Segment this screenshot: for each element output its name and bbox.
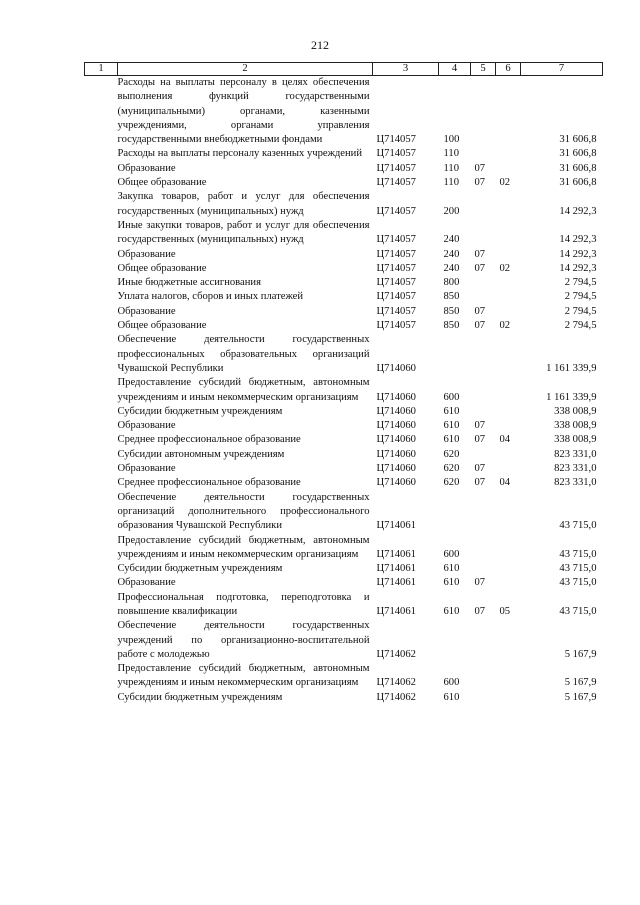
row-amount: 5 167,9 xyxy=(564,677,597,689)
subsection-code xyxy=(496,76,521,148)
empty xyxy=(85,491,118,534)
row-amount: 43 715,0 xyxy=(559,548,597,560)
column-header: 5 xyxy=(471,63,496,76)
section-code xyxy=(471,219,496,248)
empty xyxy=(85,476,118,490)
expense-group: 610 xyxy=(443,691,460,703)
row-name: Субсидии автономным учреждениям xyxy=(117,448,285,460)
table-row xyxy=(85,276,603,290)
column-header: 2 xyxy=(118,63,373,76)
empty xyxy=(85,333,118,376)
section-code: 07 xyxy=(474,577,486,589)
row-amount: 43 715,0 xyxy=(559,605,597,617)
expense-group: 100 xyxy=(443,134,460,146)
section-code: 07 xyxy=(474,305,486,317)
empty xyxy=(85,176,118,190)
row-name: Образование xyxy=(117,305,176,317)
table-row xyxy=(85,419,603,433)
subsection-code xyxy=(496,691,521,705)
target-code: Ц714057 xyxy=(376,148,416,160)
row-name: Образование xyxy=(117,463,176,475)
subsection-code xyxy=(496,448,521,462)
table-row xyxy=(85,534,603,563)
row-name: Предоставление субсидий бюджетным, автономным учреждениям и иным некоммерческим организациям xyxy=(117,534,370,560)
target-code: Ц714061 xyxy=(376,563,416,575)
section-code xyxy=(471,619,496,662)
subsection-code: 02 xyxy=(499,320,511,332)
target-code: Ц714062 xyxy=(376,648,416,660)
row-amount: 31 606,8 xyxy=(559,148,597,160)
target-code: Ц714057 xyxy=(376,177,416,189)
section-code xyxy=(471,405,496,419)
subsection-code xyxy=(496,462,521,476)
target-code: Ц714060 xyxy=(376,463,416,475)
row-name: Субсидии бюджетным учреждениям xyxy=(117,691,283,703)
empty xyxy=(85,305,118,319)
target-code: Ц714057 xyxy=(376,234,416,246)
subsection-code xyxy=(496,147,521,161)
target-code: Ц714061 xyxy=(376,548,416,560)
table-row xyxy=(85,591,603,620)
section-code: 07 xyxy=(474,477,486,489)
table-row xyxy=(85,190,603,219)
empty xyxy=(85,691,118,705)
row-name: Расходы на выплаты персоналу в целях обеспечения выполнения функций государственными (муниципальными) органами, казенными учреждениями, органами управления государственными внебюджетными фондами xyxy=(117,77,370,146)
subsection-code: 04 xyxy=(499,477,511,489)
expense-group: 850 xyxy=(443,291,460,303)
target-code: Ц714060 xyxy=(376,420,416,432)
section-code xyxy=(471,76,496,148)
row-amount: 2 794,5 xyxy=(564,305,597,317)
target-code: Ц714062 xyxy=(376,677,416,689)
table-row xyxy=(85,176,603,190)
row-amount: 338 008,9 xyxy=(554,405,597,417)
section-code xyxy=(471,691,496,705)
expense-group: 240 xyxy=(443,248,460,260)
row-name: Среднее профессиональное образование xyxy=(117,477,301,489)
row-name: Уплата налогов, сборов и иных платежей xyxy=(117,291,304,303)
subsection-code xyxy=(496,290,521,304)
empty xyxy=(85,462,118,476)
target-code: Ц714057 xyxy=(376,162,416,174)
target-code: Ц714057 xyxy=(376,320,416,332)
row-amount: 14 292,3 xyxy=(559,234,597,246)
target-code: Ц714057 xyxy=(376,262,416,274)
section-code: 07 xyxy=(474,434,486,446)
target-code: Ц714060 xyxy=(376,362,416,374)
row-name: Расходы на выплаты персоналу казенных учреждений xyxy=(117,148,362,160)
expense-group: 610 xyxy=(443,434,460,446)
empty xyxy=(85,147,118,161)
table-row xyxy=(85,319,603,333)
empty xyxy=(85,419,118,433)
empty xyxy=(85,662,118,691)
empty xyxy=(85,219,118,248)
empty xyxy=(85,76,118,148)
expense-group: 600 xyxy=(443,391,460,403)
empty xyxy=(85,248,118,262)
empty xyxy=(85,448,118,462)
table-row xyxy=(85,76,603,148)
row-amount: 823 331,0 xyxy=(554,448,597,460)
section-code: 07 xyxy=(474,605,486,617)
table-row xyxy=(85,576,603,590)
subsection-code: 04 xyxy=(499,434,511,446)
table-row xyxy=(85,662,603,691)
row-amount: 338 008,9 xyxy=(554,434,597,446)
target-code: Ц714057 xyxy=(376,305,416,317)
target-code: Ц714060 xyxy=(376,405,416,417)
table-row xyxy=(85,219,603,248)
row-name: Профессиональная подготовка, переподготовка и повышение квалификации xyxy=(117,591,370,617)
table-row xyxy=(85,448,603,462)
empty xyxy=(85,405,118,419)
row-name: Обеспечение деятельности государственных учреждений по организационно-воспитательной работе с молодежью xyxy=(117,620,370,660)
section-code xyxy=(471,534,496,563)
row-amount: 43 715,0 xyxy=(559,520,597,532)
row-amount: 5 167,9 xyxy=(564,691,597,703)
row-name: Иные закупки товаров, работ и услуг для обеспечения государственных (муниципальных) нужд xyxy=(117,219,370,246)
expense-group: 600 xyxy=(443,548,460,560)
column-header: 1 xyxy=(85,63,118,76)
subsection-code: 02 xyxy=(499,177,511,189)
subsection-code xyxy=(496,662,521,691)
subsection-code: 02 xyxy=(499,262,511,274)
budget-table xyxy=(84,62,603,705)
target-code: Ц714060 xyxy=(376,434,416,446)
table-row xyxy=(85,405,603,419)
expense-group xyxy=(439,619,471,662)
row-amount: 31 606,8 xyxy=(559,134,597,146)
row-amount: 2 794,5 xyxy=(564,291,597,303)
expense-group: 110 xyxy=(443,148,459,160)
subsection-code: 05 xyxy=(499,605,511,617)
expense-group: 610 xyxy=(443,563,460,575)
table-row xyxy=(85,562,603,576)
empty xyxy=(85,276,118,290)
expense-group: 800 xyxy=(443,277,460,289)
section-code: 07 xyxy=(474,248,486,260)
target-code: Ц714057 xyxy=(376,277,416,289)
empty xyxy=(85,319,118,333)
empty xyxy=(85,376,118,405)
table-row xyxy=(85,691,603,705)
row-amount: 14 292,3 xyxy=(559,262,597,274)
table-row xyxy=(85,333,603,376)
row-name: Среднее профессиональное образование xyxy=(117,434,301,446)
target-code: Ц714062 xyxy=(376,691,416,703)
expense-group: 610 xyxy=(443,420,460,432)
column-header: 6 xyxy=(496,63,521,76)
row-amount: 43 715,0 xyxy=(559,563,597,575)
row-amount: 823 331,0 xyxy=(554,463,597,475)
row-name: Общее образование xyxy=(117,320,207,332)
section-code xyxy=(471,276,496,290)
table-row xyxy=(85,248,603,262)
subsection-code xyxy=(496,491,521,534)
row-name: Субсидии бюджетным учреждениям xyxy=(117,405,283,417)
table-row xyxy=(85,305,603,319)
empty xyxy=(85,562,118,576)
subsection-code xyxy=(496,162,521,176)
row-name: Обеспечение деятельности государственных профессиональных образовательных организаций Чувашской Республики xyxy=(117,334,370,374)
expense-group: 850 xyxy=(443,320,460,332)
section-code xyxy=(471,491,496,534)
row-amount: 1 161 339,9 xyxy=(546,362,597,374)
row-name: Предоставление субсидий бюджетным, автономным учреждениям и иным некоммерческим организациям xyxy=(117,663,370,689)
expense-group: 600 xyxy=(443,677,460,689)
column-header: 4 xyxy=(439,63,471,76)
expense-group: 610 xyxy=(443,405,460,417)
section-code xyxy=(471,448,496,462)
expense-group xyxy=(439,333,471,376)
expense-group: 850 xyxy=(443,305,460,317)
subsection-code xyxy=(496,619,521,662)
table-row xyxy=(85,376,603,405)
section-code xyxy=(471,190,496,219)
subsection-code xyxy=(496,248,521,262)
row-name: Иные бюджетные ассигнования xyxy=(117,277,261,289)
section-code: 07 xyxy=(474,463,486,475)
row-amount: 31 606,8 xyxy=(559,177,597,189)
expense-group: 110 xyxy=(443,162,459,174)
section-code xyxy=(471,662,496,691)
subsection-code xyxy=(496,576,521,590)
section-code: 07 xyxy=(474,320,486,332)
empty xyxy=(85,262,118,276)
column-header: 7 xyxy=(521,63,603,76)
target-code: Ц714060 xyxy=(376,477,416,489)
expense-group: 110 xyxy=(443,177,459,189)
target-code: Ц714057 xyxy=(376,134,416,146)
expense-group: 620 xyxy=(443,448,460,460)
empty xyxy=(85,290,118,304)
row-name: Субсидии бюджетным учреждениям xyxy=(117,563,283,575)
section-code: 07 xyxy=(474,177,486,189)
row-amount: 2 794,5 xyxy=(564,277,597,289)
subsection-code xyxy=(496,419,521,433)
section-code: 07 xyxy=(474,162,486,174)
table-row xyxy=(85,476,603,490)
target-code: Ц714057 xyxy=(376,291,416,303)
empty xyxy=(85,619,118,662)
page-number: 212 xyxy=(311,38,329,52)
section-code xyxy=(471,333,496,376)
row-name: Общее образование xyxy=(117,262,207,274)
table-row xyxy=(85,262,603,276)
expense-group xyxy=(439,491,471,534)
subsection-code xyxy=(496,276,521,290)
section-code: 07 xyxy=(474,262,486,274)
row-amount: 5 167,9 xyxy=(564,648,597,660)
expense-group: 620 xyxy=(443,463,460,475)
expense-group: 620 xyxy=(443,477,460,489)
empty xyxy=(85,162,118,176)
section-code xyxy=(471,562,496,576)
subsection-code xyxy=(496,219,521,248)
empty xyxy=(85,190,118,219)
table-row xyxy=(85,619,603,662)
empty xyxy=(85,534,118,563)
expense-group: 240 xyxy=(443,262,460,274)
row-amount: 1 161 339,9 xyxy=(546,391,597,403)
table-row xyxy=(85,433,603,447)
subsection-code xyxy=(496,333,521,376)
column-header: 3 xyxy=(373,63,439,76)
row-amount: 338 008,9 xyxy=(554,420,597,432)
section-code xyxy=(471,147,496,161)
expense-group: 610 xyxy=(443,605,460,617)
target-code: Ц714061 xyxy=(376,577,416,589)
row-name: Образование xyxy=(117,162,176,174)
row-amount: 14 292,3 xyxy=(559,248,597,260)
row-name: Общее образование xyxy=(117,177,207,189)
table-row xyxy=(85,290,603,304)
row-name: Обеспечение деятельности государственных организаций дополнительного профессионального образования Чувашской Республики xyxy=(117,491,370,532)
section-code xyxy=(471,290,496,304)
target-code: Ц714057 xyxy=(376,205,416,217)
table-row xyxy=(85,491,603,534)
target-code: Ц714061 xyxy=(376,605,416,617)
section-code xyxy=(471,376,496,405)
subsection-code xyxy=(496,305,521,319)
subsection-code xyxy=(496,405,521,419)
subsection-code xyxy=(496,562,521,576)
table-row xyxy=(85,162,603,176)
row-amount: 43 715,0 xyxy=(559,577,597,589)
table-row xyxy=(85,462,603,476)
row-amount: 31 606,8 xyxy=(559,162,597,174)
row-name: Образование xyxy=(117,420,176,432)
row-amount: 823 331,0 xyxy=(554,477,597,489)
column-number-header-row xyxy=(85,63,603,76)
row-name: Предоставление субсидий бюджетным, автономным учреждениям и иным некоммерческим организациям xyxy=(117,377,370,403)
row-name: Закупка товаров, работ и услуг для обеспечения государственных (муниципальных) нужд xyxy=(117,191,370,217)
target-code: Ц714061 xyxy=(376,520,416,532)
empty xyxy=(85,433,118,447)
table-row xyxy=(85,147,603,161)
subsection-code xyxy=(496,190,521,219)
expense-group: 610 xyxy=(443,577,460,589)
empty xyxy=(85,576,118,590)
expense-group: 240 xyxy=(443,234,460,246)
row-name: Образование xyxy=(117,577,176,589)
empty xyxy=(85,591,118,620)
subsection-code xyxy=(496,534,521,563)
target-code: Ц714060 xyxy=(376,448,416,460)
row-name: Образование xyxy=(117,248,176,260)
target-code: Ц714060 xyxy=(376,391,416,403)
expense-group: 200 xyxy=(443,205,460,217)
subsection-code xyxy=(496,376,521,405)
target-code: Ц714057 xyxy=(376,248,416,260)
section-code: 07 xyxy=(474,420,486,432)
row-amount: 14 292,3 xyxy=(559,205,597,217)
row-amount: 2 794,5 xyxy=(564,320,597,332)
